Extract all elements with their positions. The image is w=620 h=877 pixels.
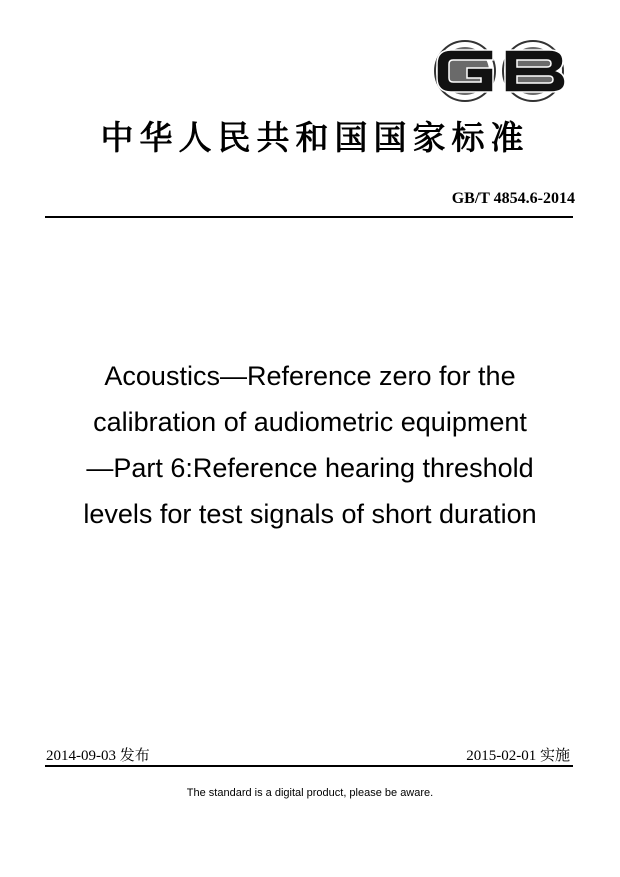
digital-notice: The standard is a digital product, please be aware. [186,787,434,799]
title-line: levels for test signals of short duration [83,499,537,529]
implementation-date: 2015-02-01 实施 [466,748,570,764]
issue-date: 2014-09-03 发布 [46,748,150,764]
title-line: Acoustics—Reference zero for the [104,361,516,391]
document-title [40,353,580,537]
title-line: calibration of audiometric equipment [93,407,527,437]
footer-divider [45,765,573,767]
issuing-authority: 中华人民共和国国家标准 [100,118,530,157]
title-line: —Part 6:Reference hearing threshold [86,453,534,483]
header-divider [45,216,573,218]
standard-code: GB/T 4854.6-2014 [451,190,575,207]
gb-logo-icon [425,38,575,104]
